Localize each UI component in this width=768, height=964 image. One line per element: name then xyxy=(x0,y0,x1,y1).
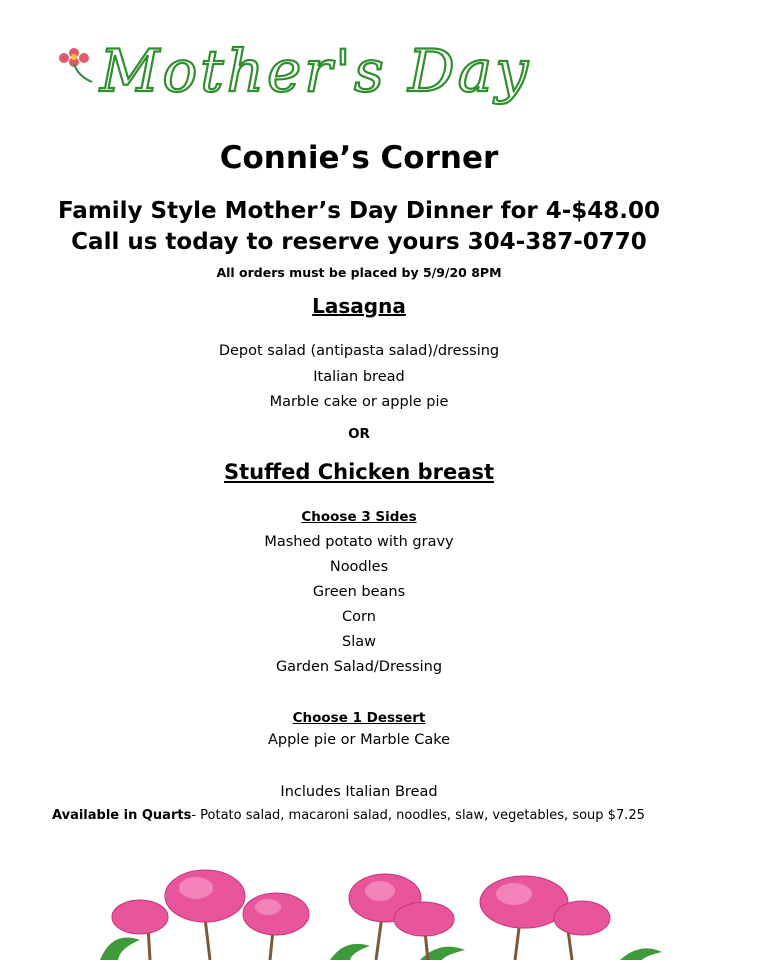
dessert-heading: Choose 1 Dessert xyxy=(292,710,426,726)
list-item: Slaw xyxy=(342,634,376,650)
order-deadline: All orders must be placed by 5/9/20 8PM xyxy=(216,265,502,280)
banner-text: Mother's Day xyxy=(100,37,532,105)
flower-icon xyxy=(59,48,92,82)
quarts-text: - Potato salad, macaroni salad, noodles, slaw, vegetables, soup $7.25 xyxy=(191,808,645,823)
phone-line: Call us today to reserve yours 304-387-0770 xyxy=(71,229,647,255)
list-item: Depot salad (antipasta salad)/dressing xyxy=(218,343,500,359)
list-item: Italian bread xyxy=(313,368,405,385)
mothers-day-banner xyxy=(48,36,688,108)
sides-items xyxy=(0,530,718,680)
lasagna-items xyxy=(0,339,718,416)
quarts-label: Available in Quarts xyxy=(52,808,192,823)
sides-heading: Choose 3 Sides xyxy=(301,509,417,525)
list-item: Green beans xyxy=(312,584,406,600)
includes-bread: Includes Italian Bread xyxy=(280,784,438,800)
page-title: Connie’s Corner xyxy=(219,140,499,176)
chicken-heading: Stuffed Chicken breast xyxy=(224,460,494,484)
offer-block xyxy=(0,196,718,258)
tulip-decoration xyxy=(0,860,768,960)
list-item: Mashed potato with gravy xyxy=(264,534,454,550)
or-separator: OR xyxy=(348,426,370,442)
offer-line: Family Style Mother’s Day Dinner for 4-$48.00 xyxy=(57,198,661,224)
quarts-line xyxy=(52,808,645,823)
list-item: Marble cake or apple pie xyxy=(269,394,449,410)
tulip-icon xyxy=(0,860,768,960)
list-item: Garden Salad/Dressing xyxy=(275,659,443,675)
banner-graphic xyxy=(48,36,688,108)
list-item: Corn xyxy=(342,609,376,625)
list-item: Noodles xyxy=(329,559,389,575)
dessert-option: Apple pie or Marble Cake xyxy=(267,732,451,748)
lasagna-heading: Lasagna xyxy=(312,294,406,318)
